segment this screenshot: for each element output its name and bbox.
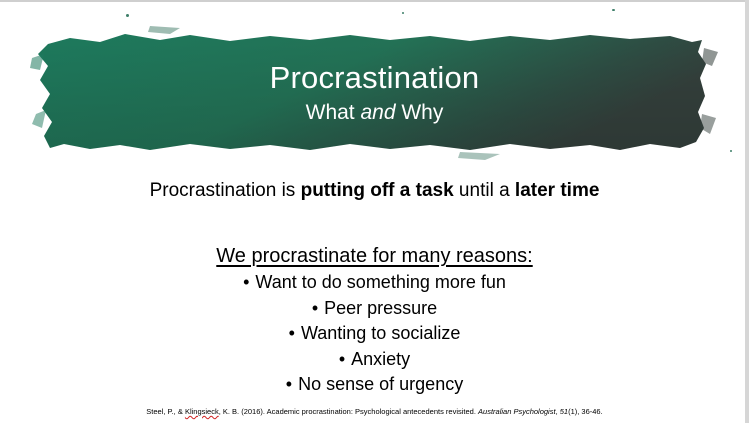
reasons-heading: We procrastinate for many reasons: xyxy=(216,245,533,267)
citation xyxy=(0,407,749,417)
reason-text: Wanting to socialize xyxy=(300,323,461,343)
bullet-icon: • xyxy=(243,272,250,292)
reason-item xyxy=(0,372,749,398)
citation-journal: Australian Psychologist xyxy=(478,407,556,416)
paint-speck xyxy=(126,14,129,17)
subtitle-text: What xyxy=(305,101,361,124)
slide-subtitle xyxy=(0,98,749,128)
definition-text: Procrastination is xyxy=(149,180,301,201)
reasons-list xyxy=(0,270,749,398)
citation-text: , xyxy=(555,407,560,416)
bullet-icon: • xyxy=(285,374,293,394)
slide-title: Procrastination xyxy=(269,60,480,95)
reason-text: Peer pressure xyxy=(324,297,438,318)
paint-speck xyxy=(730,150,732,152)
reason-item xyxy=(0,296,749,322)
subtitle-text: Why xyxy=(395,101,444,124)
citation-text: Steel, P., & xyxy=(146,407,185,416)
citation-author-flagged: Klingsieck xyxy=(184,407,219,416)
reason-item xyxy=(0,321,749,347)
citation-volume: 51 xyxy=(559,407,569,416)
bullet-icon: • xyxy=(311,297,319,318)
reason-text: No sense of urgency xyxy=(298,374,464,394)
reason-item xyxy=(0,347,749,373)
paint-speck xyxy=(402,12,404,14)
definition-bold: later time xyxy=(514,180,600,201)
reason-item xyxy=(0,270,749,296)
citation-text: (1), 36-46. xyxy=(568,407,603,416)
subtitle-emphasis: and xyxy=(360,101,396,124)
bullet-icon: • xyxy=(338,348,346,369)
bullet-icon: • xyxy=(288,323,295,343)
definition-bold: putting off a task xyxy=(300,180,454,201)
citation-text: , K. B. (2016). Academic procrastination: Psychological antecedents revisited. xyxy=(218,407,479,416)
paint-speck xyxy=(612,9,615,11)
reason-text: Want to do something more fun xyxy=(255,272,506,292)
definition-text: until a xyxy=(453,180,515,201)
reason-text: Anxiety xyxy=(351,348,411,369)
slide-top-edge xyxy=(0,0,749,2)
definition-sentence xyxy=(0,178,749,204)
